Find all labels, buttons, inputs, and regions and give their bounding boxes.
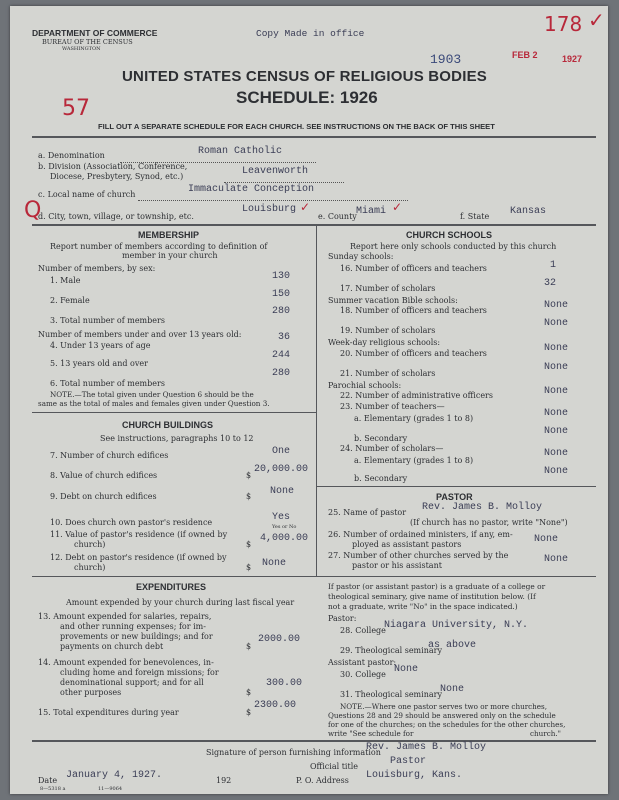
q21-value: None [544,362,569,373]
membership-sub1: Report number of members according to definition of [50,242,268,251]
q11-value: 4,000.00 [260,533,309,544]
q22-label: 22. Number of administrative officers [340,391,493,400]
sunday-label: Sunday schools: [328,252,394,261]
q4-label: 4. Under 13 years of age [50,341,151,350]
official-title-label: Official title [310,762,358,771]
signature-label: Signature of person furnishing information [206,748,381,757]
q22-value: None [544,386,569,397]
membership-sub2: member in your church [122,251,218,260]
pastor-note3: for one of the churches; on the schedules for the other churches, [328,720,566,729]
q8-currency: $ [246,471,252,480]
q26-value: None [534,534,559,545]
yes-no-hint: Yes or No [272,524,297,530]
q13-label-4: payments on church debt [60,642,164,651]
q24-label: 24. Number of scholars— [340,444,444,453]
pastor-note2: Questions 28 and 29 should be answered only on the schedule [328,711,556,720]
form-number: 8—5318 a [40,786,66,792]
q19-label: 19. Number of scholars [340,326,436,335]
local-name-label: c. Local name of church [38,190,136,199]
q26-label: 26. Number of ordained ministers, if any, em- [328,530,513,539]
page-title: UNITED STATES CENSUS OF RELIGIOUS BODIES [122,68,487,85]
q5-label: 5. 13 years old and over [50,359,148,368]
date-value: January 4, 1927. [66,770,163,781]
q29-value: as above [428,640,477,651]
q12-label: 12. Debt on pastor's residence (if owned by [50,553,227,562]
county-label: e. County [318,212,357,221]
received-year: 1927 [562,54,583,64]
pastor-title: PASTOR [436,492,473,502]
q6-value: 280 [272,368,291,379]
q30-value: None [394,664,419,675]
denomination-label: a. Denomination [38,151,105,160]
stamp-number: 1903 [430,52,462,67]
membership-note2: same as the total of males and females given under Question 3. [38,399,270,408]
received-date: FEB 2 [512,50,538,60]
q9-value: None [270,486,295,497]
hand-number-left: 57 [62,96,90,121]
q1-value: 130 [272,271,291,282]
expenditures-title: EXPENDITURES [136,582,207,592]
expenditures-sub: Amount expended by your church during last fiscal year [66,598,295,607]
dept-label: DEPARTMENT OF COMMERCE [32,28,158,38]
q3-label: 3. Total number of members [50,316,165,325]
schedule-title: SCHEDULE: 1926 [236,88,378,107]
q11-label: 11. Value of pastor's residence (if owned by [50,530,228,539]
q16-value: 1 [550,260,557,271]
q11-currency: $ [246,540,252,549]
q28-label: 28. College [340,626,386,635]
q19-value: None [544,318,569,329]
asst-pastor-label: Assistant pastor: [328,658,397,667]
q15-currency: $ [246,708,252,717]
q27-label-2: pastor or his assistant [352,561,442,570]
form-number-2: 11—9064 [98,786,123,792]
q12-value: None [262,558,287,569]
q14-currency: $ [246,688,252,697]
q18-label: 18. Number of officers and teachers [340,306,487,315]
q20-value: None [544,343,569,354]
division-value: Leavenworth [242,166,309,177]
check-mark-icon: ✓ [392,200,403,214]
q23b-label: b. Secondary [354,434,408,443]
q28-value: Niagara University, N.Y. [384,620,529,631]
q14-label: 14. Amount expended for benevolences, in- [38,658,214,667]
q8-label: 8. Value of church edifices [50,471,158,480]
divider [32,224,596,226]
membership-note1: NOTE.—The total given under Question 6 should be the [50,390,254,399]
q23b-value: None [544,426,569,437]
q23a-value: None [544,408,569,419]
q14-value: 300.00 [266,678,303,689]
q24a-label: a. Elementary (grades 1 to 8) [354,456,474,465]
membership-title: MEMBERSHIP [138,230,200,240]
q7-value: One [272,446,291,457]
q9-currency: $ [246,492,252,501]
parochial-label: Parochial schools: [328,381,402,390]
divider [316,486,596,487]
q13-currency: $ [246,642,252,651]
weekday-label: Week-day religious schools: [328,338,441,347]
pastor-note4b: church." [530,729,561,738]
city-value: Louisburg [242,204,297,215]
summer-label: Summer vacation Bible schools: [328,296,458,305]
grad-note1: If pastor (or assistant pastor) is a graduate of a college or [328,582,546,591]
q17-value: 32 [544,278,557,289]
denomination-value: Roman Catholic [198,146,283,157]
q24b-label: b. Secondary [354,474,408,483]
q1-label: 1. Male [50,276,81,285]
hand-number-top: 178 [544,12,583,36]
buildings-sub: See instructions, paragraphs 10 to 12 [100,434,254,443]
copy-note: Copy Made in office [256,28,365,39]
state-value: Kansas [510,206,547,217]
divider [32,136,596,138]
bureau-label: BUREAU OF THE CENSUS [42,38,133,46]
local-name-value: Immaculate Conception [188,184,315,195]
year-suffix: 192 [216,776,232,785]
grad-note3: not a graduate, write "No" in the space indicated.) [328,602,518,611]
q27-label: 27. Number of other churches served by the [328,551,509,560]
column-divider [316,224,317,576]
q31-value: None [440,684,465,695]
city-label: d. City, town, village, or township, etc. [38,212,194,221]
buildings-title: CHURCH BUILDINGS [122,420,213,430]
check-mark-icon: ✓ [588,8,605,32]
q25-value: Rev. James B. Molloy [422,502,543,513]
division-label-2: Diocese, Presbytery, Synod, etc.) [50,172,184,181]
q26-label-2: ployed as assistant pastors [352,540,462,549]
divider [32,740,596,742]
q25-label: 25. Name of pastor [328,508,407,517]
q2-label: 2. Female [50,296,90,305]
q2-value: 150 [272,289,291,300]
q7-label: 7. Number of church edifices [50,451,169,460]
q14-label-3: denominational support; and for all [60,678,204,687]
pastor-sub-label: Pastor: [328,614,357,623]
schools-sub: Report here only schools conducted by this church [350,242,557,251]
divider [32,576,316,577]
q24b-value: None [544,466,569,477]
by-sex-label: Number of members, by sex: [38,264,156,273]
q13-label: 13. Amount expended for salaries, repairs, [38,612,212,621]
q12-label-2: church) [74,563,106,572]
state-label: f. State [460,212,490,221]
po-address-label: P. O. Address [296,776,349,785]
q23a-label: a. Elementary (grades 1 to 8) [354,414,474,423]
division-label: b. Division (Association, Conference, [38,162,188,171]
q24a-value: None [544,448,569,459]
q8-value: 20,000.00 [254,464,309,475]
schools-title: CHURCH SCHOOLS [406,230,493,240]
q10-label: 10. Does church own pastor's residence [50,518,213,527]
q14-label-4: other purposes [60,688,122,697]
q13-label-2: and other running expenses; for im- [60,622,206,631]
q11-label-2: church) [74,540,106,549]
q13-value: 2000.00 [258,634,301,645]
q20-label: 20. Number of officers and teachers [340,349,487,358]
census-schedule-page [10,6,608,794]
divider [32,412,316,413]
q9-label: 9. Debt on church edifices [50,492,157,501]
q30-label: 30. College [340,670,386,679]
q14-label-2: cluding home and foreign missions; for [60,668,219,677]
q31-label: 31. Theological seminary [340,690,442,699]
city-label: WASHINGTON [62,46,101,52]
q12-currency: $ [246,563,252,572]
signature-value: Rev. James B. Molloy [366,742,487,753]
q17-label: 17. Number of scholars [340,284,436,293]
pastor-note4: write "See schedule for [328,729,414,738]
q3-value: 280 [272,306,291,317]
q27-value: None [544,554,569,565]
q16-label: 16. Number of officers and teachers [340,264,487,273]
q4-value: 36 [278,332,291,343]
q5-value: 244 [272,350,291,361]
hand-q-mark: Q [24,198,42,223]
q29-label: 29. Theological seminary [340,646,442,655]
check-mark-icon: ✓ [300,200,311,214]
q15-value: 2300.00 [254,700,297,711]
official-title-value: Pastor [390,756,427,767]
q13-label-3: provements or new buildings; and for [60,632,213,641]
q15-label: 15. Total expenditures during year [38,708,179,717]
q23-label: 23. Number of teachers— [340,402,445,411]
po-address-value: Louisburg, Kans. [366,770,463,781]
age-label: Number of members under and over 13 years old: [38,330,242,339]
grad-note2: theological seminary, give name of institution below. (If [328,592,536,601]
q10-value: Yes [272,512,291,523]
q6-label: 6. Total number of members [50,379,165,388]
county-value: Miami [356,206,387,217]
date-label: Date [38,776,58,785]
divider [316,576,596,577]
q18-value: None [544,300,569,311]
pastor-note1: NOTE.—Where one pastor serves two or more churches, [340,702,548,711]
instruction-line: FILL OUT A SEPARATE SCHEDULE FOR EACH CHURCH. SEE INSTRUCTIONS ON THE BACK OF THIS SHEET [98,122,495,131]
q25-note: (If church has no pastor, write "None") [410,518,568,527]
q21-label: 21. Number of scholars [340,369,436,378]
